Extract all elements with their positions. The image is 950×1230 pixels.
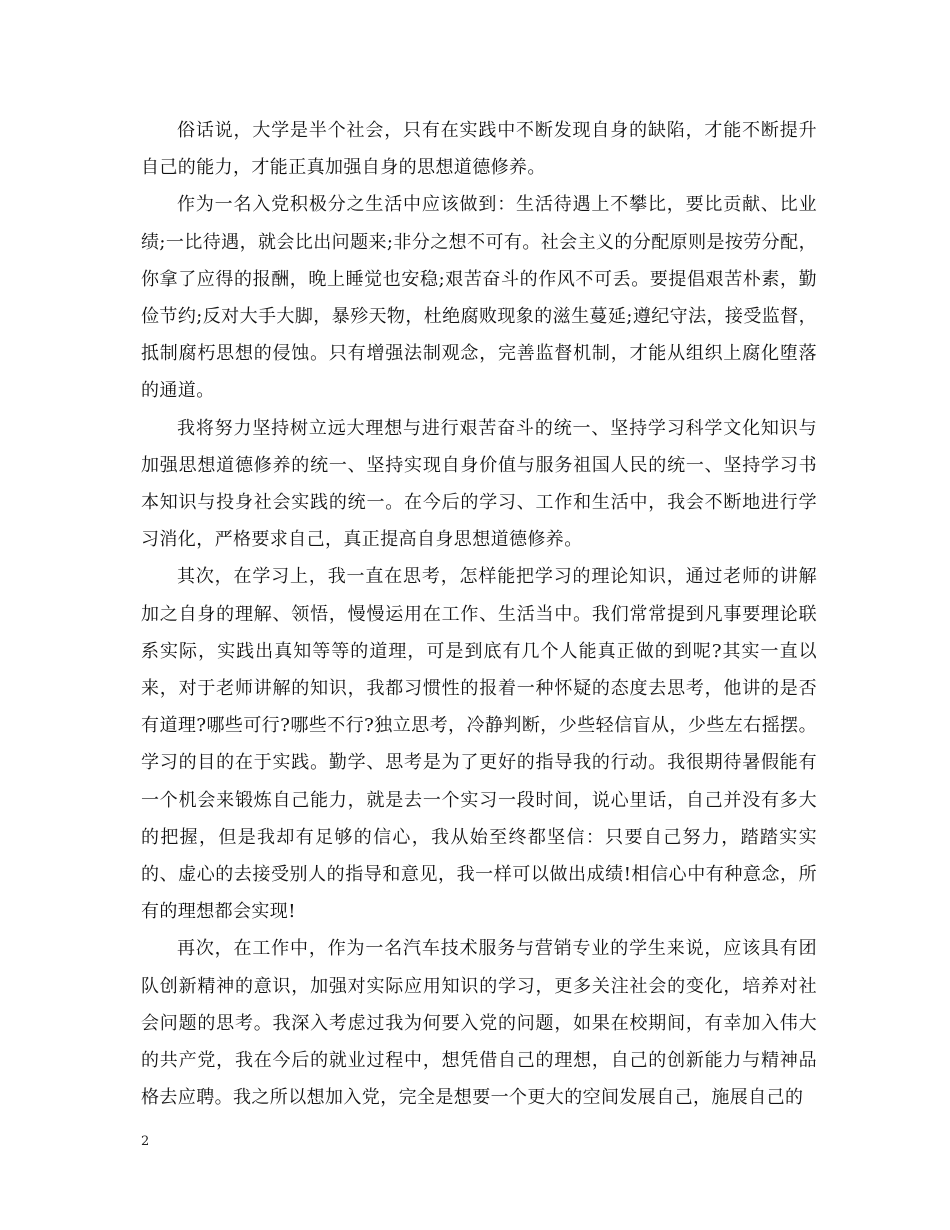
document-body — [141, 112, 817, 1116]
paragraph-1: 俗话说，大学是半个社会，只有在实践中不断发现自身的缺陷，才能不断提升自己的能力，才能正真加强自身的思想道德修养。 — [141, 120, 817, 179]
paragraph-2: 作为一名入党积极分之生活中应该做到：生活待遇上不攀比，要比贡献、比业绩;一比待遇，就会比出问题来;非分之想不可有。社会主义的分配原则是按劳分配，你拿了应得的报酬，晚上睡觉也安稳;艰苦奋斗的作风不可丢。要提倡艰苦朴素，勤俭节约;反对大手大脚，暴殄天物，杜绝腐败现象的滋生蔓延;遵纪守法，接受监督，抵制腐朽思想的侵蚀。只有增强法制观念，完善监督机制，才能从组织上腐化堕落的通道。 — [141, 194, 817, 402]
page-number: 2 — [141, 1134, 150, 1149]
paragraph-3: 我将努力坚持树立远大理想与进行艰苦奋斗的统一、坚持学习科学文化知识与加强思想道德修养的统一、坚持实现自身价值与服务祖国人民的统一、坚持学习书本知识与投身社会实践的统一。在今后的学习、工作和生活中，我会不断地进行学习消化，严格要求自己，真正提高自身思想道德修养。 — [141, 417, 817, 551]
paragraph-4: 其次，在学习上，我一直在思考，怎样能把学习的理论知识，通过老师的讲解加之自身的理解、领悟，慢慢运用在工作、生活当中。我们常常提到凡事要理论联系实际，实践出真知等等的道理，可是到底有几个人能真正做的到呢?其实一直以来，对于老师讲解的知识，我都习惯性的报着一种怀疑的态度去思考，他讲的是否有道理?哪些可行?哪些不行?独立思考，冷静判断，少些轻信盲从，少些左右摇摆。学习的目的在于实践。勤学、思考是为了更好的指导我的行动。我很期待暑假能有一个机会来锻炼自己能力，就是去一个实习一段时间，说心里话，自己并没有多大的把握，但是我却有足够的信心，我从始至终都坚信：只要自己努力，踏踏实实的、虚心的去接受别人的指导和意见，我一样可以做出成绩!相信心中有种意念，所有的理想都会实现! — [141, 566, 817, 923]
paragraph-5: 再次，在工作中，作为一名汽车技术服务与营销专业的学生来说，应该具有团队创新精神的意识，加强对实际应用知识的学习，更多关注社会的变化，培养对社会问题的思考。我深入考虑过我为何要入党的问题，如果在校期间，有幸加入伟大的共产党，我在今后的就业过程中，想凭借自己的理想，自己的创新能力与精神品格去应聘。我之所以想加入党，完全是想要一个更大的空间发展自己，施展自己的 — [141, 938, 817, 1109]
